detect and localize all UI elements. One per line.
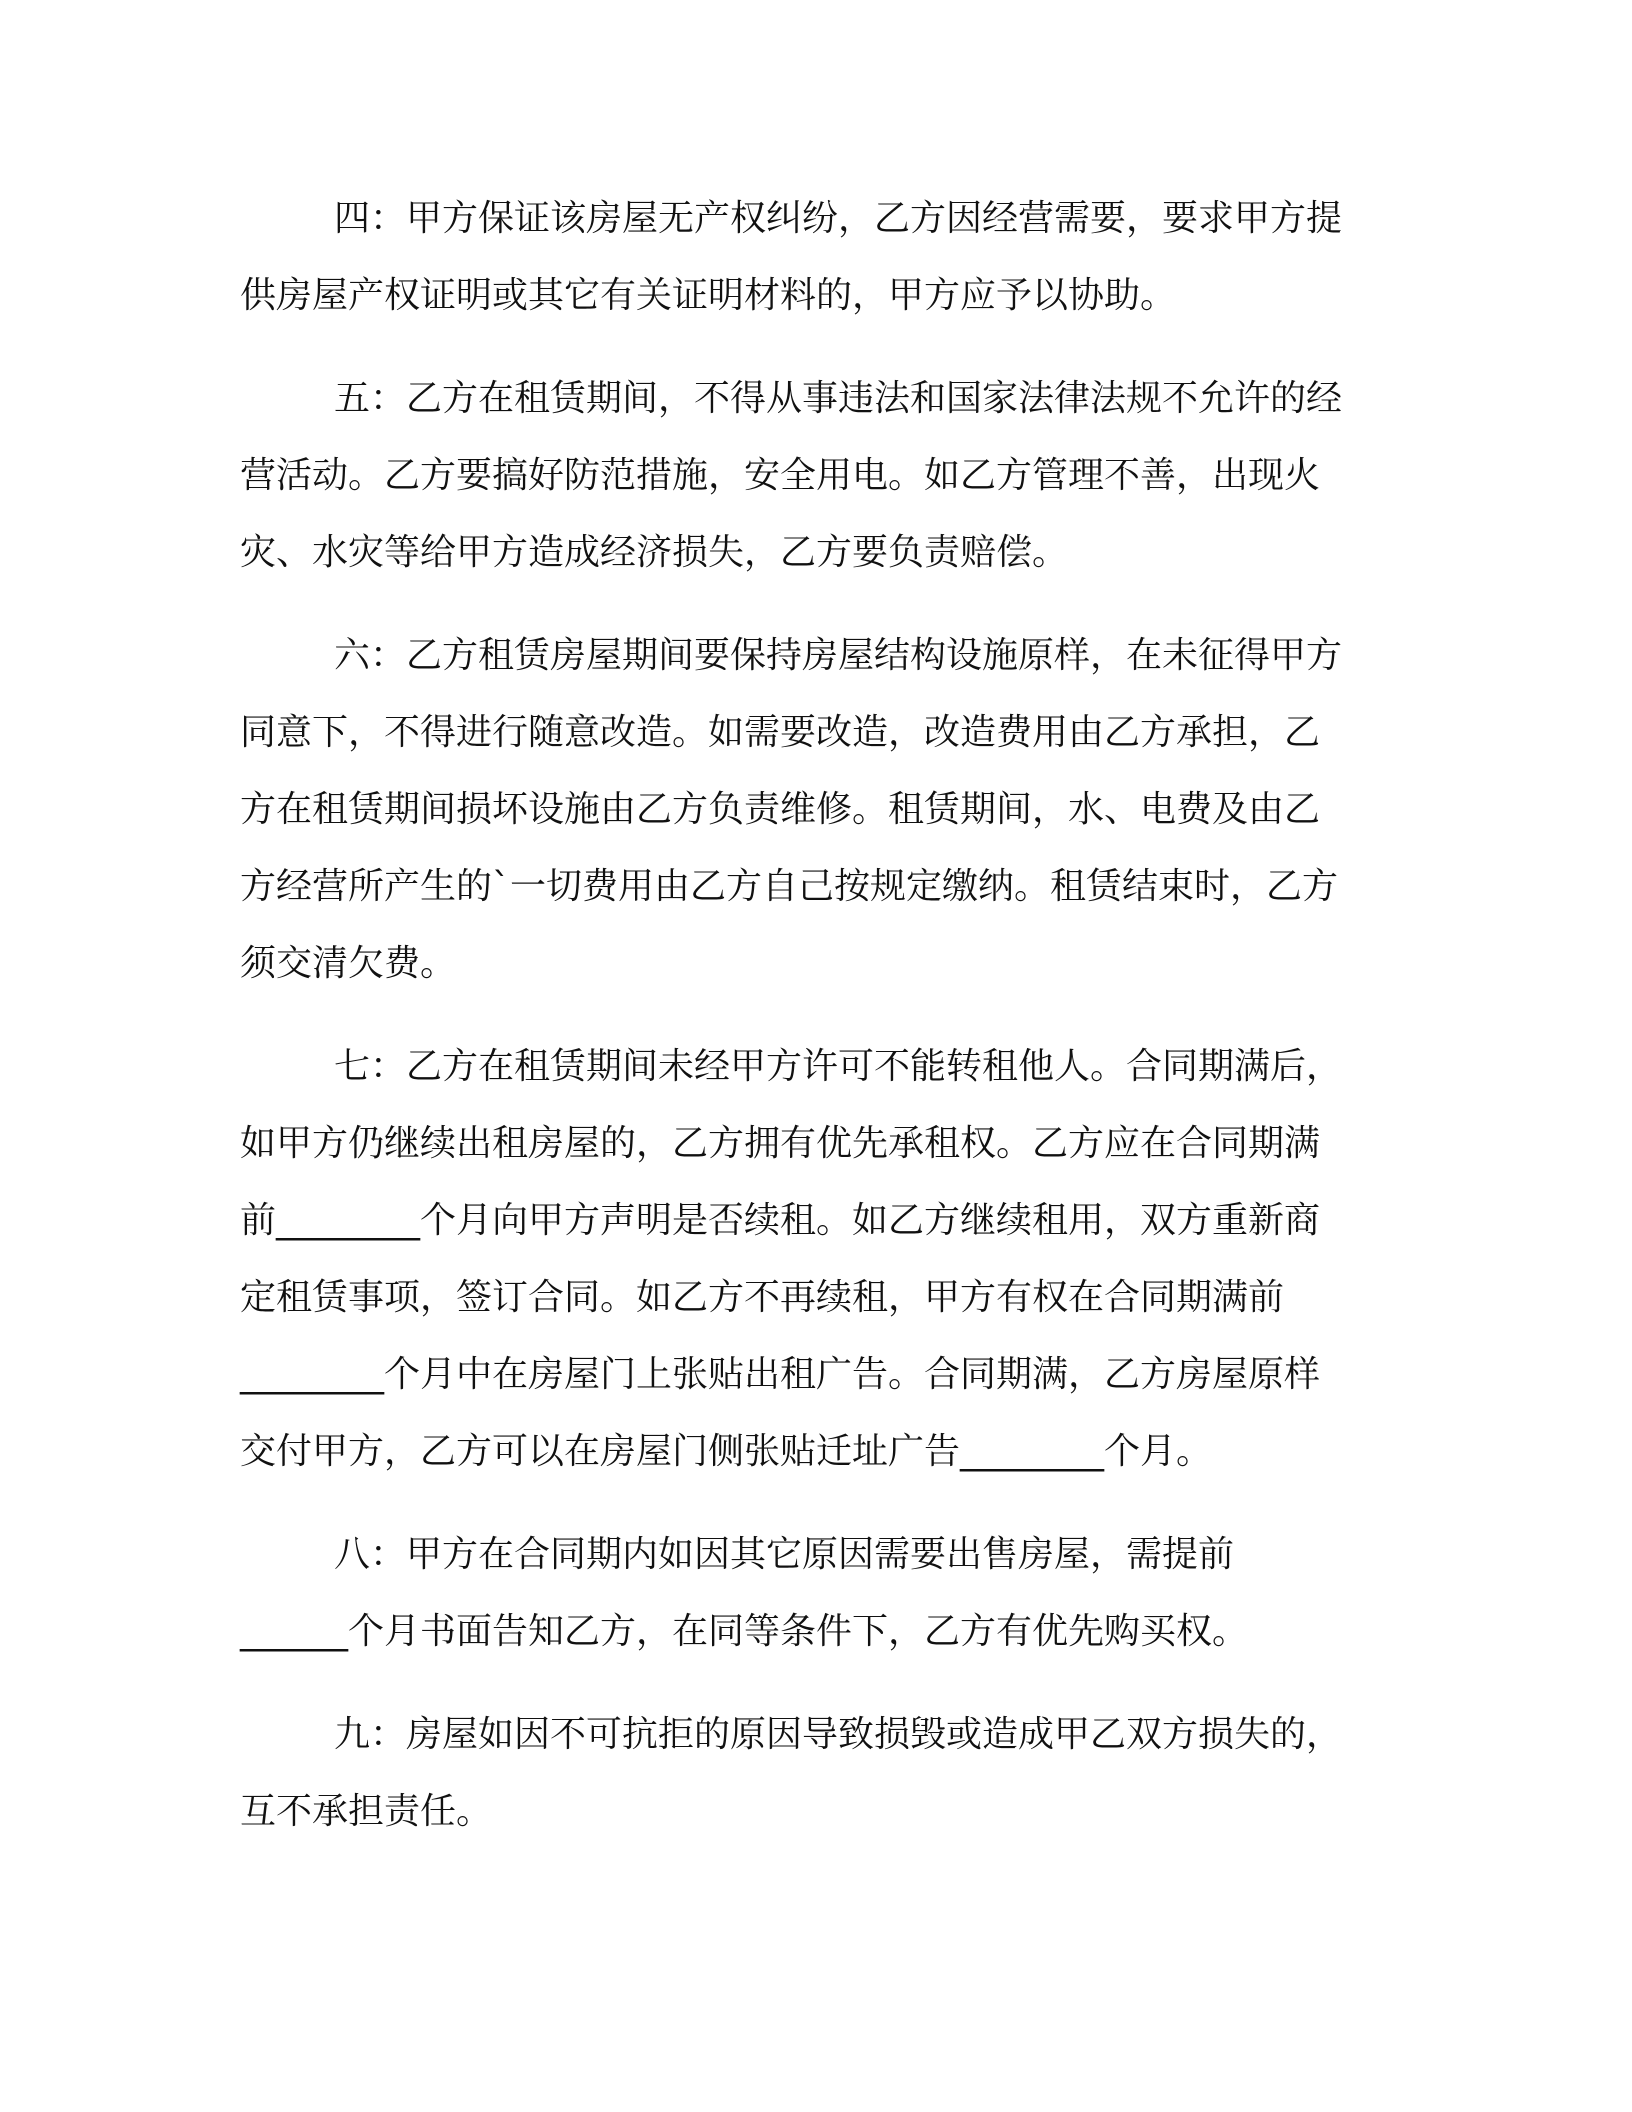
text-line: 前________个月向甲方声明是否续租。如乙方继续租用，双方重新商 [240, 1200, 1321, 1241]
text-line: 营活动。乙方要搞好防范措施，安全用电。如乙方管理不善，出现火 [240, 455, 1321, 496]
text-line: 灾、水灾等给甲方造成经济损失，乙方要负责赔偿。 [240, 532, 1069, 573]
text-line: 九：房屋如因不可抗拒的原因导致损毁或造成甲乙双方损失的， [334, 1714, 1343, 1755]
text-line: 方经营所产生的`一切费用由乙方自己按规定缴纳。租赁结束时，乙方 [240, 866, 1339, 907]
text-line: 须交清欠费。 [240, 943, 457, 984]
text-line: 同意下，不得进行随意改造。如需要改造，改造费用由乙方承担，乙 [240, 712, 1321, 753]
text-line: 五：乙方在租赁期间，不得从事违法和国家法律法规不允许的经 [334, 378, 1343, 419]
text-line: 供房屋产权证明或其它有关证明材料的，甲方应予以协助。 [240, 275, 1177, 316]
text-line: ______个月书面告知乙方，在同等条件下，乙方有优先购买权。 [240, 1611, 1249, 1652]
text-line: 定租赁事项，签订合同。如乙方不再续租，甲方有权在合同期满前 [240, 1277, 1285, 1318]
text-line: 交付甲方，乙方可以在房屋门侧张贴迁址广告________个月。 [240, 1431, 1213, 1472]
text-line: ________个月中在房屋门上张贴出租广告。合同期满，乙方房屋原样 [240, 1354, 1321, 1395]
text-line: 如甲方仍继续出租房屋的，乙方拥有优先承租权。乙方应在合同期满 [240, 1123, 1321, 1164]
text-line: 四：甲方保证该房屋无产权纠纷，乙方因经营需要，要求甲方提 [334, 198, 1343, 239]
text-line: 八：甲方在合同期内如因其它原因需要出售房屋，需提前 [334, 1534, 1235, 1575]
text-line: 六：乙方租赁房屋期间要保持房屋结构设施原样，在未征得甲方 [334, 635, 1343, 676]
text-line: 七：乙方在租赁期间未经甲方许可不能转租他人。合同期满后， [334, 1046, 1343, 1087]
text-line: 互不承担责任。 [240, 1791, 493, 1832]
text-line: 方在租赁期间损坏设施由乙方负责维修。租赁期间，水、电费及由乙 [240, 789, 1321, 830]
